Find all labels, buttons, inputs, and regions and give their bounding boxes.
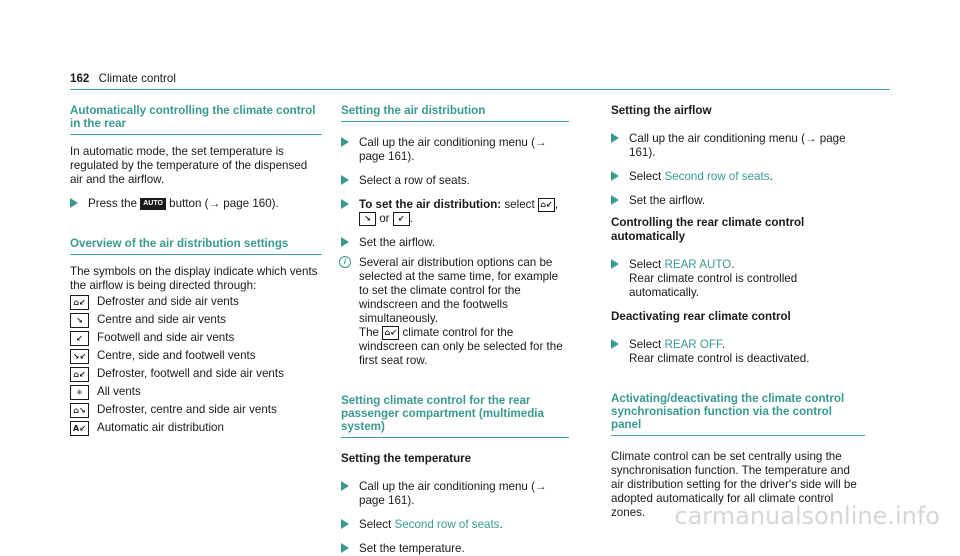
section-title-overview: Overview of the air distribution settings <box>70 237 322 255</box>
centre-side-vents-icon: ↘ <box>359 212 376 226</box>
menu-item-rear-off: REAR OFF <box>664 338 722 351</box>
step-call-menu-temp: Call up the air conditioning menu (→ page 161). <box>341 480 569 508</box>
section-title-synchronisation: Activating/deactivating the climate control synchronisation function via the control panel <box>611 392 865 436</box>
column-2 <box>341 104 569 556</box>
subtitle-rear-auto: Controlling the rear climate control automatically <box>611 216 805 243</box>
step-call-menu-airflow: Call up the air conditioning menu (→ page 161). <box>611 132 865 160</box>
defroster-side-vents-icon: ⌂↙ <box>538 198 555 212</box>
info-note: i Several air distribution options can be selected at the same time, for example to set the climate control for the windscreen and the footwells simultaneously. The ⌂↙ climate control for the windscreen can only be selected for the first seat row. <box>341 256 569 368</box>
step-select-rear-off: Select REAR OFF. Rear climate control is deactivated. <box>611 338 865 366</box>
centre-side-vents-icon: ↘ <box>70 313 89 328</box>
info-icon: i <box>339 256 351 268</box>
paragraph-auto-mode: In automatic mode, the set temperature is regulated by the temperature of the dispensed air and the airflow. <box>70 145 308 186</box>
step-set-airflow-rear: Set the airflow. <box>611 194 865 208</box>
automatic-air-distribution-icon: A↙ <box>70 421 89 436</box>
step-select-second-row: Select Second row of seats. <box>341 518 569 532</box>
symbol-row: ⌂↙ Defroster and side air vents <box>70 293 322 311</box>
menu-item-second-row: Second row of seats <box>664 170 770 183</box>
footwell-side-vents-icon: ↙ <box>393 212 410 226</box>
menu-item-second-row: Second row of seats <box>394 518 500 532</box>
column-3 <box>611 104 865 520</box>
subtitle-airflow: Setting the airflow <box>611 104 712 117</box>
step-arrow-icon <box>611 171 619 181</box>
symbol-row: ↙ Footwell and side air vents <box>70 329 322 347</box>
column-1 <box>70 104 322 437</box>
step-arrow-icon <box>341 481 349 491</box>
page-header <box>70 72 176 86</box>
step-call-menu: Call up the air conditioning menu (→ page 161). <box>341 136 569 164</box>
centre-side-footwell-vents-icon: ↘↙ <box>70 349 89 364</box>
paragraph-symbols-intro: The symbols on the display indicate which vents the airflow is being directed through: <box>70 265 318 292</box>
step-arrow-icon <box>341 175 349 185</box>
symbol-row: ↘↙ Centre, side and footwell vents <box>70 347 322 365</box>
defroster-centre-side-vents-icon: ⌂↘ <box>70 403 89 418</box>
defroster-side-vents-icon: ⌂↙ <box>382 326 399 340</box>
header-divider <box>70 89 890 90</box>
step-arrow-icon <box>70 198 78 208</box>
step-set-temperature: Set the temperature. <box>341 542 569 556</box>
section-title-auto-rear: Automatically controlling the climate control in the rear <box>70 104 322 135</box>
menu-item-rear-auto: REAR AUTO <box>664 258 732 271</box>
symbol-row: ⌂↙ Defroster, footwell and side air vents <box>70 365 322 383</box>
step-select-rear-auto: Select REAR AUTO. Rear climate control is controlled automatically. <box>611 258 865 300</box>
step-arrow-icon <box>341 199 349 209</box>
step-arrow-icon <box>611 339 619 349</box>
step-select-second-row-airflow: Select Second row of seats. <box>611 170 865 184</box>
symbol-row: ⌂↘ Defroster, centre and side air vents <box>70 401 322 419</box>
subtitle-deactivate-rear: Deactivating rear climate control <box>611 310 791 323</box>
footwell-side-vents-icon: ↙ <box>70 331 89 346</box>
auto-key-icon: AUTO <box>140 198 166 210</box>
section-title-air-distribution: Setting the air distribution <box>341 104 569 122</box>
step-set-airflow: Set the airflow. <box>341 236 569 250</box>
step-arrow-icon <box>341 543 349 553</box>
all-vents-icon: ✳ <box>70 385 89 400</box>
step-arrow-icon <box>341 137 349 147</box>
paragraph-synchronisation: Climate control can be set centrally using the synchronisation function. The temperature and air distribution setting for the driver's side will be adopted automatically for all climate control zones. <box>611 450 857 519</box>
symbol-row: ↘ Centre and side air vents <box>70 311 322 329</box>
symbol-list <box>70 293 322 437</box>
watermark: carmanualsonline.info <box>674 502 940 530</box>
step-arrow-icon <box>341 237 349 247</box>
defroster-side-vents-icon: ⌂↙ <box>70 295 89 310</box>
step-arrow-icon <box>341 519 349 529</box>
step-arrow-icon <box>611 195 619 205</box>
subtitle-temperature: Setting the temperature <box>341 452 472 466</box>
defroster-footwell-side-vents-icon: ⌂↙ <box>70 367 89 382</box>
step-select-row: Select a row of seats. <box>341 174 569 188</box>
step-arrow-icon <box>611 133 619 143</box>
step-set-distribution: To set the air distribution: select ⌂↙ , ↘ or ↙ . <box>341 198 569 226</box>
step-arrow-icon <box>611 259 619 269</box>
chapter-title: Climate control <box>98 72 176 85</box>
step-press-auto: Press the AUTO button (→ page 160). <box>70 197 322 211</box>
symbol-row: A↙ Automatic air distribution <box>70 419 322 437</box>
symbol-row: ✳ All vents <box>70 383 322 401</box>
section-title-rear-multimedia: Setting climate control for the rear passenger compartment (multimedia system) <box>341 394 569 438</box>
page-number: 162 <box>70 72 90 85</box>
